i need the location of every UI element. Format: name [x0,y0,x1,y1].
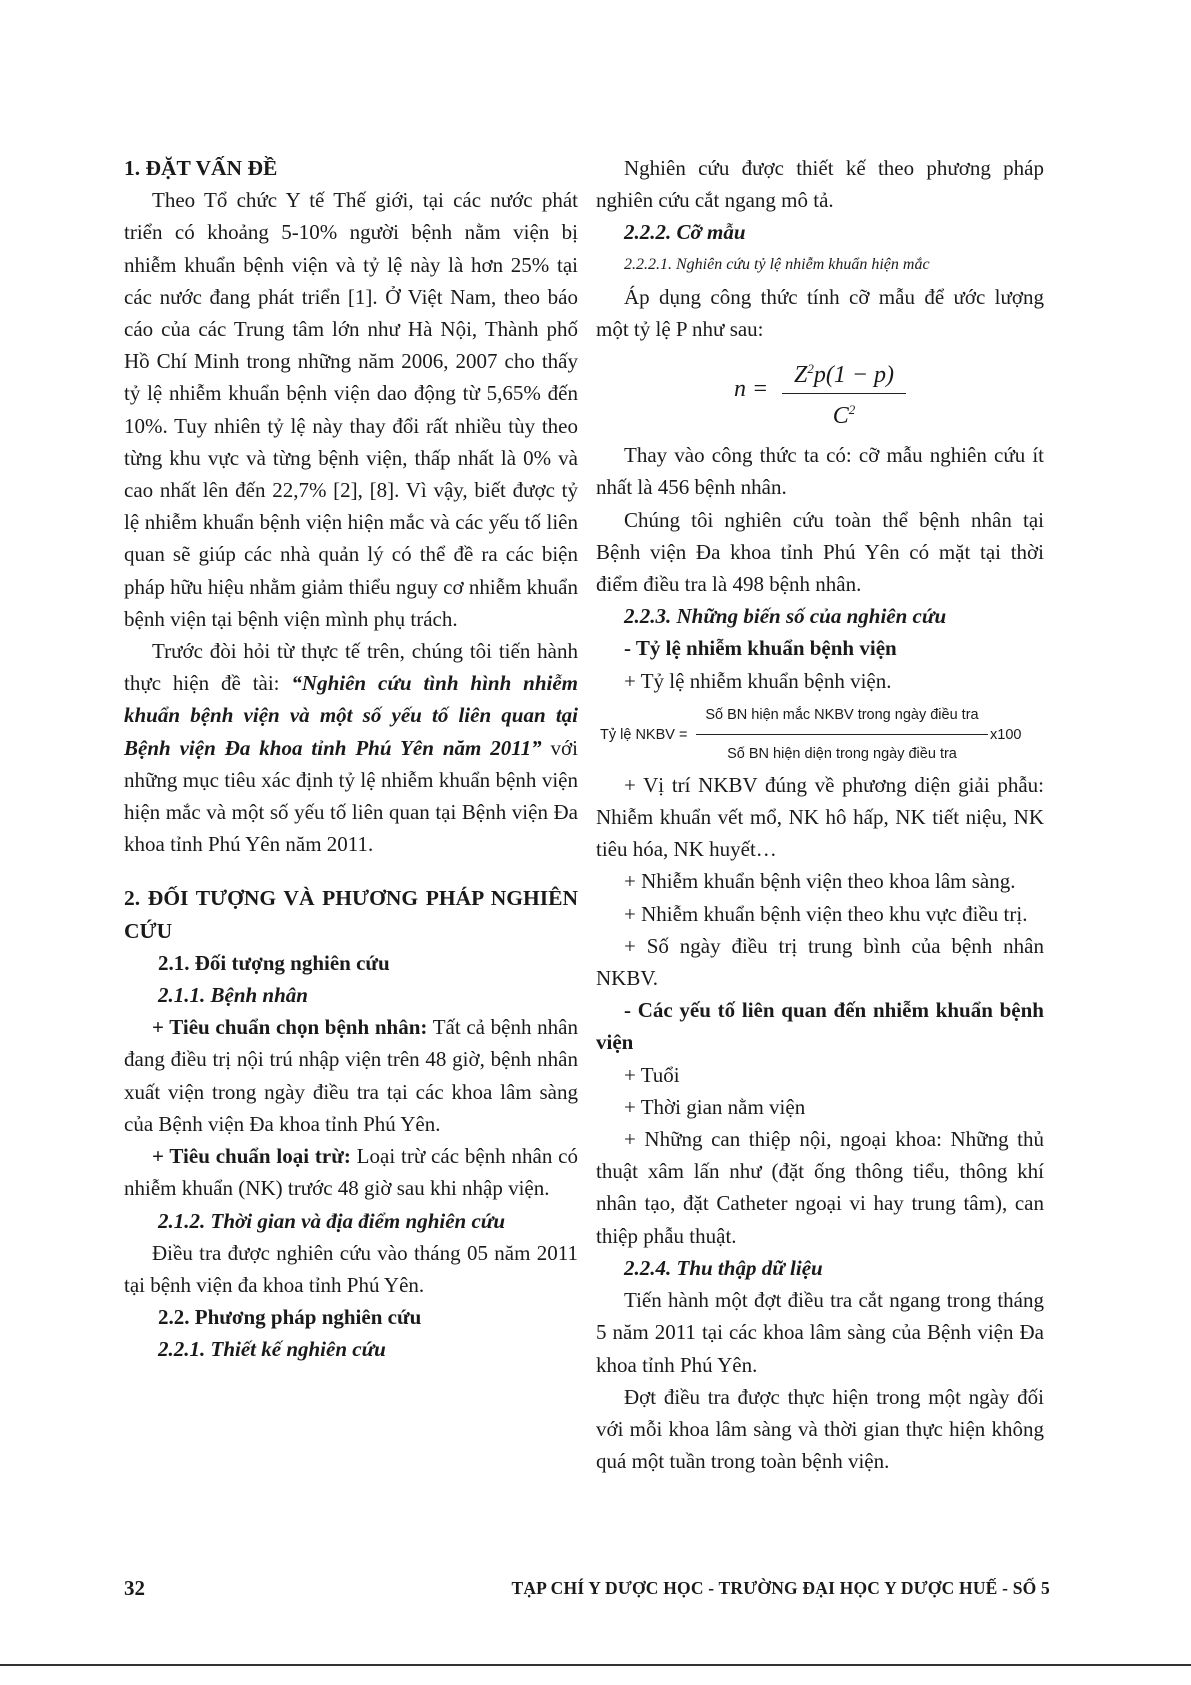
section-2-2-2-1-heading: 2.2.2.1. Nghiên cứu tỷ lệ nhiễm khuẩn hiện mắc [624,255,930,273]
study-title: “Nghiên cứu tình hình nhiễm khuẩn bệnh viện và một số yếu tố liên quan tại Bệnh viện Đa khoa tỉnh Phú Yên năm 2011” [124,671,579,760]
formula-fraction [696,699,988,770]
paragraph: Thay vào công thức ta có: cỡ mẫu nghiên cứu ít nhất là 456 bệnh nhân. [596,443,1044,500]
variable-group-heading: - Các yếu tố liên quan đến nhiễm khuẩn bệnh viện [596,998,1044,1055]
formula-exponent: 2 [848,402,856,418]
formula-lhs: n = [734,376,769,403]
paragraph: Nghiên cứu được thiết kế theo phương pháp nghiên cứu cắt ngang mô tả. [596,156,1044,213]
paragraph: Đợt điều tra được thực hiện trong một ngày đối với mỗi khoa lâm sàng và thời gian thực hiện không quá một tuần trong toàn bệnh viện. [596,1384,1044,1474]
section-2-2-1-heading: 2.2.1. Thiết kế nghiên cứu [158,1337,386,1362]
section-2-1-heading: 2.1. Đối tượng nghiên cứu [158,950,390,975]
inclusion-label: + Tiêu chuẩn chọn bệnh nhân: [152,1015,428,1040]
paragraph: Theo Tổ chức Y tế Thế giới, tại các nước phát triển có khoảng 5-10% người bệnh nằm viện bị nhiễm khuẩn bệnh viện và tỷ lệ này là hơn 25% tại các nước đang phát triển [1]. Ở Việt Nam, theo báo cáo của các Trung tâm lớn như Hà Nội, Thành phố Hồ Chí Minh trong những năm 2006, 2007 cho thấy tỷ lệ nhiễm khuẩn bệnh viện dao động từ 5,65% đến 10%. Tuy nhiên tỷ lệ này thay đổi rất nhiều tùy theo từng khu vực và từng bệnh viện, thấp nhất là 0% và cao nhất lên đến 22,7% [2], [8]. Vì vậy, biết được tỷ lệ nhiễm khuẩn bệnh viện hiện mắc và các yếu tố liên quan sẽ giúp các nhà quản lý có thể đề ra các biện pháp hữu hiệu nhằm giảm thiểu nguy cơ nhiễm khuẩn bệnh viện tại bệnh viện mình phụ trách. [124,188,578,631]
variable-group-heading: - Tỷ lệ nhiễm khuẩn bệnh viện [624,636,897,661]
formula-symbol: Z [793,362,808,389]
paragraph: Chúng tôi nghiên cứu toàn thể bệnh nhân tại Bệnh viện Đa khoa tỉnh Phú Yên có mặt tại thời điểm điều tra là 498 bệnh nhân. [596,507,1044,597]
list-item: + Vị trí NKBV đúng về phương diện giải phẫu: Nhiễm khuẩn vết mổ, NK hô hấp, NK tiết niệu, NK tiêu hóa, NK huyết… [596,772,1044,862]
page-number: 32 [124,1576,145,1600]
section-2-2-2-heading: 2.2.2. Cỡ mẫu [624,220,746,245]
section-2-1-1-heading: 2.1.1. Bệnh nhân [158,983,308,1008]
paragraph: Áp dụng công thức tính cỡ mẫu để ước lượng một tỷ lệ P như sau: [596,284,1044,342]
formula-denominator: Số BN hiện diện trong ngày điều tra [727,746,957,763]
list-item: + Nhiễm khuẩn bệnh viện theo khu vực điều trị. [624,901,1028,926]
formula-exponent: 2 [807,361,814,377]
sample-size-formula [596,349,1044,431]
paragraph-text: Trước đòi hỏi từ thực tế trên, chúng tôi tiến hành thực hiện đề tài: [124,639,578,696]
formula-multiplier: x100 [990,726,1022,743]
left-column [124,152,578,1366]
paragraph [124,1140,578,1204]
paragraph-text: với những mục tiêu xác định tỷ lệ nhiễm khuẩn bệnh viện hiện mắc và một số yếu tố liên quan tại Bệnh viện Đa khoa tỉnh Phú Yên năm 2011. [124,735,578,857]
list-item: + Tuổi [624,1062,680,1087]
list-item: + Những can thiệp nội, ngoại khoa: Những thủ thuật xâm lấn như (đặt ống thông tiểu, thông khí nhân tạo, đặt Catheter ngoại vi hay trung tâm), can thiệp phẫu thuật. [596,1127,1044,1248]
exclusion-text: Loại trừ các bệnh nhân có nhiễm khuẩn (NK) trước 48 giờ sau khi nhập viện. [124,1144,578,1201]
list-item: + Số ngày điều trị trung bình của bệnh nhân NKBV. [596,933,1044,991]
exclusion-label: + Tiêu chuẩn loại trừ: [152,1144,351,1169]
journal-footer: TẠP CHÍ Y DƯỢC HỌC - TRƯỜNG ĐẠI HỌC Y DƯỢC HUẾ - SỐ 5 [511,1578,1050,1598]
section-2-heading: 2. ĐỐI TƯỢNG VÀ PHƯƠNG PHÁP NGHIÊN CỨU [124,886,578,943]
formula-denominator [782,394,906,432]
right-column [596,152,1044,1477]
bottom-rule [0,1664,1191,1666]
inclusion-text: Tất cả bệnh nhân đang điều trị nội trú nhập viện trên 48 giờ, bệnh nhân xuất viện trong ngày điều tra tại các khoa lâm sàng của Bệnh viện Đa khoa tỉnh Phú Yên. [124,1015,578,1136]
list-item: + Nhiễm khuẩn bệnh viện theo khoa lâm sàng. [624,869,1016,894]
list-item: + Tỷ lệ nhiễm khuẩn bệnh viện. [624,668,892,693]
list-item: + Thời gian nằm viện [624,1094,806,1119]
section-2-2-3-heading: 2.2.3. Những biến số của nghiên cứu [624,604,947,629]
paragraph [124,1011,578,1140]
section-1-heading: 1. ĐẶT VẤN ĐỀ [124,156,278,180]
formula-lhs: Tỷ lệ NKBV = [600,726,688,743]
formula-numerator [782,353,906,394]
section-2-1-2-heading: 2.1.2. Thời gian và địa điểm nghiên cứu [158,1208,506,1233]
section-2-2-heading: 2.2. Phương pháp nghiên cứu [158,1305,422,1330]
paragraph: Tiến hành một đợt điều tra cắt ngang trong tháng 5 năm 2011 tại các khoa lâm sàng của Bệnh viện Đa khoa tỉnh Phú Yên. [596,1288,1044,1377]
section-2-2-4-heading: 2.2.4. Thu thập dữ liệu [624,1255,823,1280]
nkbv-rate-formula [596,697,1044,769]
paragraph [124,635,578,860]
formula-numerator: Số BN hiện mắc NKBV trong ngày điều tra [696,699,988,735]
formula-symbol: C [832,403,849,430]
paragraph: Điều tra được nghiên cứu vào tháng 05 năm 2011 tại bệnh viện đa khoa tỉnh Phú Yên. [124,1240,578,1297]
formula-symbol: p(1 − p) [813,362,895,389]
formula-fraction [782,353,906,432]
